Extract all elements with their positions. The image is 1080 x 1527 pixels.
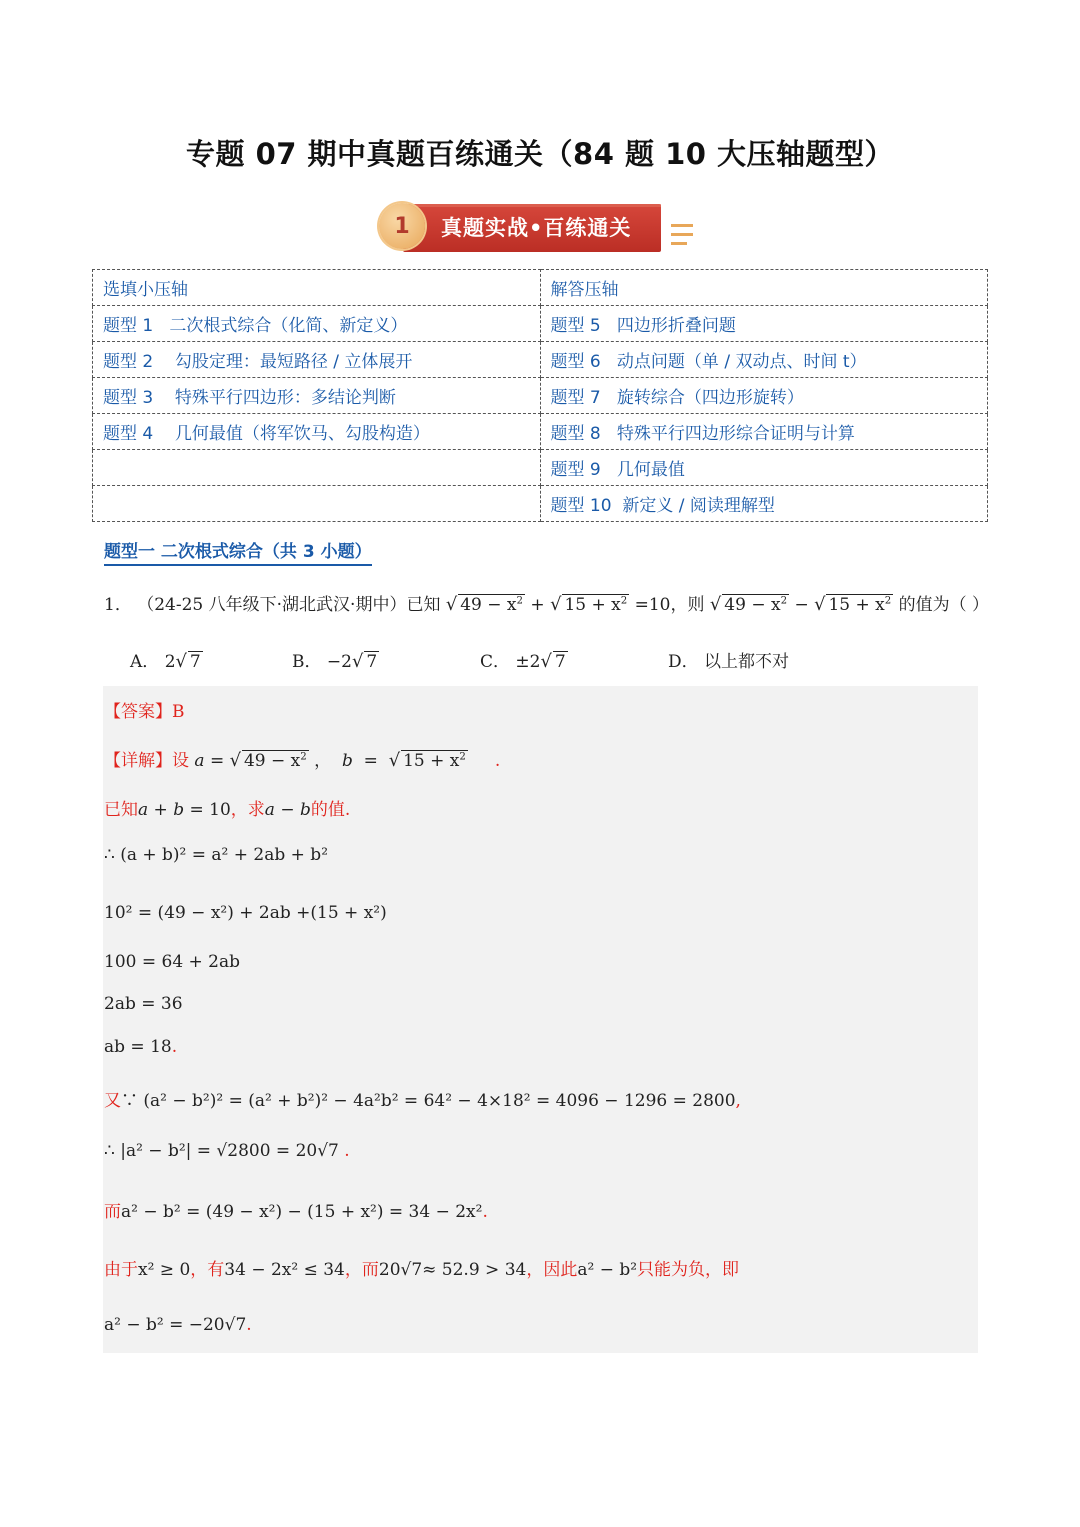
table-cell: 题型 3 特殊平行四边形：多结论判断 bbox=[93, 378, 541, 414]
condition-value: =10 bbox=[634, 595, 671, 615]
banner-number: 1 bbox=[379, 203, 425, 249]
table-row bbox=[93, 450, 988, 486]
answer-line: 【答案】B bbox=[104, 702, 185, 722]
question-ask: 的值为（ ） bbox=[898, 595, 990, 615]
option-a[interactable]: A． 2√ 7 bbox=[130, 651, 201, 672]
table-cell: 题型 1 二次根式综合（化简、新定义） bbox=[93, 306, 541, 342]
solution-line-1: 【详解】设 a = √ $49 - x^2$ ， b = √ $15 + x^2$ . bbox=[104, 750, 501, 771]
table-cell: 题型 10 新定义 / 阅读理解型 bbox=[540, 486, 988, 522]
answer-box bbox=[103, 686, 978, 1353]
table-row bbox=[93, 378, 988, 414]
option-b[interactable]: B． −2√ 7 bbox=[292, 651, 378, 672]
table-row bbox=[93, 306, 988, 342]
table-row bbox=[93, 270, 988, 306]
type-heading: 题型一 二次根式综合（共 3 小题） bbox=[104, 537, 372, 566]
solution-line-3: ∴ (a + b)² = a² + 2ab + b² bbox=[104, 845, 329, 865]
table-cell: 题型 4 几何最值（将军饮马、勾股构造） bbox=[93, 414, 541, 450]
page-title: 专题 07 期中真题百练通关（84 题 10 大压轴题型） bbox=[185, 137, 895, 171]
solution-line-2: 已知a + b = 10，求a − b的值. bbox=[104, 800, 351, 820]
table-cell: 题型 9 几何最值 bbox=[540, 450, 988, 486]
table-cell: 题型 7 旋转综合（四边形旋转） bbox=[540, 378, 988, 414]
table-cell bbox=[93, 486, 541, 522]
table-cell: 解答压轴 bbox=[540, 270, 988, 306]
section-banner bbox=[379, 200, 699, 254]
table-cell: 题型 2 勾股定理：最短路径 / 立体展开 bbox=[93, 342, 541, 378]
banner-deco-line bbox=[671, 242, 687, 245]
radical-2: $15 + x^2$ bbox=[564, 595, 628, 615]
banner-deco-line bbox=[671, 233, 693, 236]
solution-line-6: 2ab = 36 bbox=[104, 994, 183, 1014]
table-row bbox=[93, 486, 988, 522]
solution-line-4: 10² = (49 − x²) + 2ab +(15 + x²) bbox=[104, 903, 387, 923]
table-cell: 题型 8 特殊平行四边形综合证明与计算 bbox=[540, 414, 988, 450]
table-row bbox=[93, 342, 988, 378]
table-cell: 题型 6 动点问题（单 / 双动点、时间 t） bbox=[540, 342, 988, 378]
table-cell: 选填小压轴 bbox=[93, 270, 541, 306]
solution-line-12: a² − b² = −20√7. bbox=[104, 1315, 252, 1335]
option-d[interactable]: D． 以上都不对 bbox=[668, 652, 790, 672]
banner-text: 真题实战•百练通关 bbox=[441, 216, 632, 240]
radical-1: $49 - x^2$ bbox=[460, 595, 523, 615]
topic-table bbox=[92, 269, 988, 522]
radical-3: $49 - x^2$ bbox=[724, 595, 788, 615]
option-c[interactable]: C． ±2√ 7 bbox=[480, 651, 566, 672]
table-cell: 题型 5 四边形折叠问题 bbox=[540, 306, 988, 342]
question-source: （24-25 八年级下·湖北武汉·期中）已知 bbox=[137, 595, 441, 615]
solution-line-8: 又∵ (a² − b²)² = (a² + b²)² − 4a²b² = 64² − 4×18² = 4096 − 1296 = 2800, bbox=[104, 1091, 741, 1111]
banner-deco-line bbox=[671, 224, 693, 227]
question-number: 1． bbox=[104, 595, 132, 615]
solution-line-9: ∴ |a² − b²| = √2800 = 20√7 . bbox=[104, 1141, 350, 1161]
solution-line-5: 100 = 64 + 2ab bbox=[104, 952, 241, 972]
solution-line-10: 而a² − b² = (49 − x²) − (15 + x²) = 34 − 2x². bbox=[104, 1202, 488, 1222]
table-cell bbox=[93, 450, 541, 486]
radical-4: $15 + x^2$ bbox=[828, 595, 892, 615]
solution-line-7: ab = 18. bbox=[104, 1037, 178, 1057]
answer-value: B bbox=[172, 702, 185, 722]
solution-line-11: 由于x² ≥ 0，有34 − 2x² ≤ 34，而20√7≈ 52.9 > 34，因此a² − b²只能为负，即 bbox=[104, 1260, 740, 1280]
question-1: 1． （24-25 八年级下·湖北武汉·期中）已知 √ $49 - x^2$ + √ $15 + x^2 =10$，则 √ $49 - x^2$ − √ $15 + x^2$ 的值为（ ） bbox=[104, 594, 990, 615]
table-row bbox=[93, 414, 988, 450]
